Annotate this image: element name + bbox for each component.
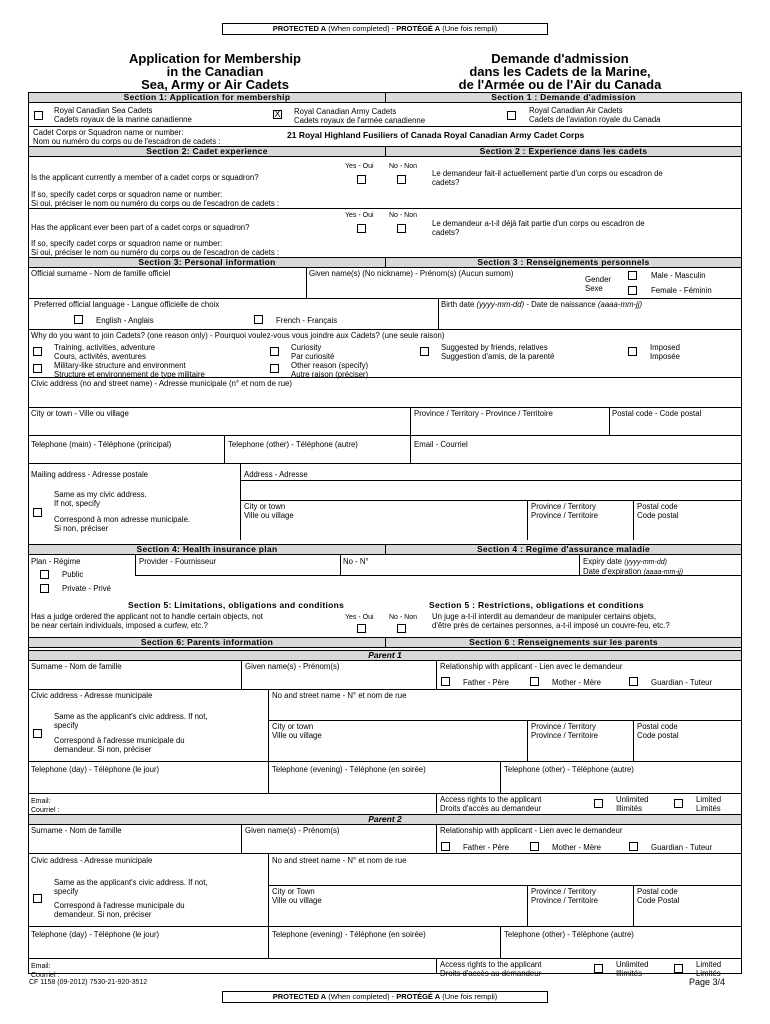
section-2-header-fr: Section 2 : Experience dans les cadets	[385, 146, 742, 157]
parent1-limited-checkbox[interactable]	[674, 799, 683, 808]
title-english: Application for Membership in the Canadian Sea, Army or Air Cadets	[129, 51, 301, 92]
parent2-given-field[interactable]: Given name(s) - Prénom(s)	[245, 826, 340, 835]
parent2-province-field[interactable]: Province / Territory Province / Territoire	[531, 887, 599, 905]
judge-order-question: Has a judge ordered the applicant not to handle certain objects, not be near certain individuals, imposed a curfew, etc.?	[31, 612, 263, 630]
mailing-province-field[interactable]: Province / Territory Province / Territoire	[531, 502, 599, 520]
sea-cadets-label: Royal Canadian Sea Cadets Cadets royaux de la marine canadienne	[54, 106, 192, 124]
ever-member-no[interactable]	[397, 224, 406, 233]
given-names-field[interactable]: Given name(s) (No nickname) - Prénom(s) (Aucun sumom)	[309, 269, 514, 278]
parent2-tel-day[interactable]: Telephone (day) - Téléphone (le jour)	[31, 930, 160, 939]
french-checkbox[interactable]	[254, 315, 263, 324]
english-checkbox[interactable]	[74, 315, 83, 324]
parent2-father-checkbox[interactable]	[441, 842, 450, 851]
section-3-header-en: Section 3: Personal information	[28, 257, 386, 268]
private-plan-checkbox[interactable]	[40, 584, 49, 593]
parent2-guardian-checkbox[interactable]	[629, 842, 638, 851]
army-cadets-checkbox[interactable]: X	[274, 109, 281, 119]
mailing-address-label: Mailing address - Adresse postale	[31, 470, 149, 479]
mailing-address-field[interactable]: Address - Adresse	[244, 470, 308, 479]
parent1-guardian-checkbox[interactable]	[629, 677, 638, 686]
sea-cadets-checkbox[interactable]	[34, 111, 43, 120]
parent1-postal-field[interactable]: Postal code Code postal	[637, 722, 679, 740]
section-6-header-fr: Section 6 : Renseignements sur les parents	[385, 637, 742, 648]
parent1-father-checkbox[interactable]	[441, 677, 450, 686]
ever-member-yes[interactable]	[357, 224, 366, 233]
parent2-mother-checkbox[interactable]	[530, 842, 539, 851]
section-6-header-en: Section 6: Parents information	[28, 637, 386, 648]
provider-field[interactable]: Provider - Fournisseur	[139, 557, 217, 566]
why-join-label: Why do you want to join Cadets? (one reason only) - Pourquoi voulez-vous vous joindre aux Cadets? (une seule raison)	[31, 331, 445, 340]
air-cadets-checkbox[interactable]	[507, 111, 516, 120]
postal-code-field[interactable]: Postal code - Code postal	[612, 409, 702, 418]
parent2-email-field[interactable]: Email: Courriel :	[31, 963, 60, 979]
parent2-unlimited-checkbox[interactable]	[594, 964, 603, 973]
parent1-tel-day[interactable]: Telephone (day) - Téléphone (le jour)	[31, 765, 160, 774]
parent2-limited-checkbox[interactable]	[674, 964, 683, 973]
current-member-yes[interactable]	[357, 175, 366, 184]
civic-address-field[interactable]: Civic address (no and street name) - Adresse municipale (n° et nom de rue)	[31, 379, 292, 388]
parent1-same-address-checkbox[interactable]	[33, 729, 42, 738]
public-plan-checkbox[interactable]	[40, 570, 49, 579]
parent1-tel-other[interactable]: Telephone (other) - Téléphone (autre)	[504, 765, 634, 774]
parent1-given-field[interactable]: Given name(s) - Prénom(s)	[245, 662, 340, 671]
parent2-tel-other[interactable]: Telephone (other) - Téléphone (autre)	[504, 930, 634, 939]
parent1-surname-field[interactable]: Surname - Nom de famille	[31, 662, 122, 671]
judge-order-yes[interactable]	[357, 624, 366, 633]
parent1-tel-evening[interactable]: Telephone (evening) - Téléphone (en soirée)	[272, 765, 426, 774]
section-5-header: Section 5: Limitations, obligations and conditions Section 5 : Restrictions, obligations et conditions	[128, 600, 645, 610]
form-number: CF 1158 (09-2012) 7530-21-920-3512	[29, 979, 148, 986]
section-1-header-fr: Section 1 : Demande d'admission	[385, 92, 742, 103]
section-3-header-fr: Section 3 : Renseignements personnels	[385, 257, 742, 268]
parent2-postal-field[interactable]: Postal code Code Postal	[637, 887, 680, 905]
parent1-email-field[interactable]: Email: Courriel :	[31, 798, 60, 814]
email-field[interactable]: Email - Courriel	[414, 440, 468, 449]
section-1-header-en: Section 1: Application for membership	[28, 92, 386, 103]
same-as-civic-checkbox[interactable]	[33, 508, 42, 517]
parent2-city-field[interactable]: City or Town Ville ou village	[272, 887, 322, 905]
parent-1-header: Parent 1	[28, 650, 742, 661]
protected-banner-top: PROTECTED A (When completed) - PROTÉGÉ A (Une fois rempli)	[222, 23, 548, 35]
army-cadets-label: Royal Canadian Army Cadets Cadets royaux de l'armée canadienne	[294, 107, 426, 125]
q-current-member: Is the applicant currently a member of a cadet corps or squadron?	[31, 173, 259, 182]
parent2-surname-field[interactable]: Surname - Nom de famille	[31, 826, 122, 835]
protected-banner-bottom: PROTECTED A (When completed) - PROTÉGÉ A (Une fois rempli)	[222, 991, 548, 1003]
title-french: Demande d'admission dans les Cadets de la Marine, de l'Armée ou de l'Air du Canada	[458, 51, 662, 92]
reason-imposed-checkbox[interactable]	[628, 347, 637, 356]
parent1-unlimited-checkbox[interactable]	[594, 799, 603, 808]
corps-name-value[interactable]: 21 Royal Highland Fusiliers of Canada Royal Canadian Army Cadet Corps	[287, 130, 585, 140]
parent1-province-field[interactable]: Province / Territory Province / Territoire	[531, 722, 599, 740]
birth-date-field[interactable]: Birth date (yyyy-mm-dd) - Date de naissance (aaaa-mm-jj)	[441, 300, 643, 309]
mailing-city-field[interactable]: City or town Ville ou village	[244, 502, 294, 520]
section-4-header-en: Section 4: Health insurance plan	[28, 544, 386, 555]
page-number: Page 3/4	[689, 977, 726, 987]
parent1-city-field[interactable]: City or town Ville ou village	[272, 722, 322, 740]
specify-corps-1: If so, specify cadet corps or squadron name or number: Si oui, préciser le nom ou numéro du corps ou de l'escadron de cadets :	[31, 190, 280, 208]
city-field[interactable]: City or town - Ville ou village	[31, 409, 129, 418]
section-4-header-fr: Section 4 : Regime d'assurance maladie	[385, 544, 742, 555]
section-2-header-en: Section 2: Cadet experience	[28, 146, 386, 157]
reason-other-checkbox[interactable]	[270, 364, 279, 373]
preferred-language-label: Preferred official language - Langue officielle de choix	[34, 300, 220, 309]
specify-corps-2: If so, specify cadet corps or squadron name or number: Si oui, préciser le nom ou numéro du corps ou de l'escadron de cadets :	[31, 239, 280, 257]
reason-military-checkbox[interactable]	[33, 364, 42, 373]
province-field[interactable]: Province / Territory - Province / Territoire	[414, 409, 553, 418]
parent-2-header: Parent 2	[28, 814, 742, 825]
female-checkbox[interactable]	[628, 286, 637, 295]
telephone-main-field[interactable]: Telephone (main) - Téléphone (principal)	[31, 440, 172, 449]
reason-suggested-checkbox[interactable]	[420, 347, 429, 356]
judge-order-no[interactable]	[397, 624, 406, 633]
parent2-tel-evening[interactable]: Telephone (evening) - Téléphone (en soirée)	[272, 930, 426, 939]
q-ever-member: Has the applicant ever been part of a cadet corps or squadron?	[31, 223, 250, 232]
air-cadets-label: Royal Canadian Air Cadets Cadets de l'aviation royale du Canada	[529, 106, 661, 124]
reason-training-checkbox[interactable]	[33, 347, 42, 356]
parent2-street-field[interactable]: No and street name - N° et nom de rue	[272, 856, 407, 865]
telephone-other-field[interactable]: Telephone (other) - Téléphone (autre)	[228, 440, 358, 449]
male-checkbox[interactable]	[628, 271, 637, 280]
official-surname-field[interactable]: Official surname - Nom de famille officiel	[31, 269, 171, 278]
parent1-mother-checkbox[interactable]	[530, 677, 539, 686]
current-member-no[interactable]	[397, 175, 406, 184]
parent2-same-address-checkbox[interactable]	[33, 894, 42, 903]
mailing-postal-field[interactable]: Postal code Code postal	[637, 502, 679, 520]
expiry-date-field[interactable]: Expiry date (yyyy-mm-dd) Date d'expiration (aaaa-mm-jj)	[583, 557, 684, 576]
plan-number-field[interactable]: No - N°	[343, 557, 369, 566]
reason-curiosity-checkbox[interactable]	[270, 347, 279, 356]
parent1-street-field[interactable]: No and street name - N° et nom de rue	[272, 691, 407, 700]
corps-name-label: Cadet Corps or Squadron name or number: Nom ou numéro du corps ou de l'escadron de cadets :	[33, 128, 221, 146]
